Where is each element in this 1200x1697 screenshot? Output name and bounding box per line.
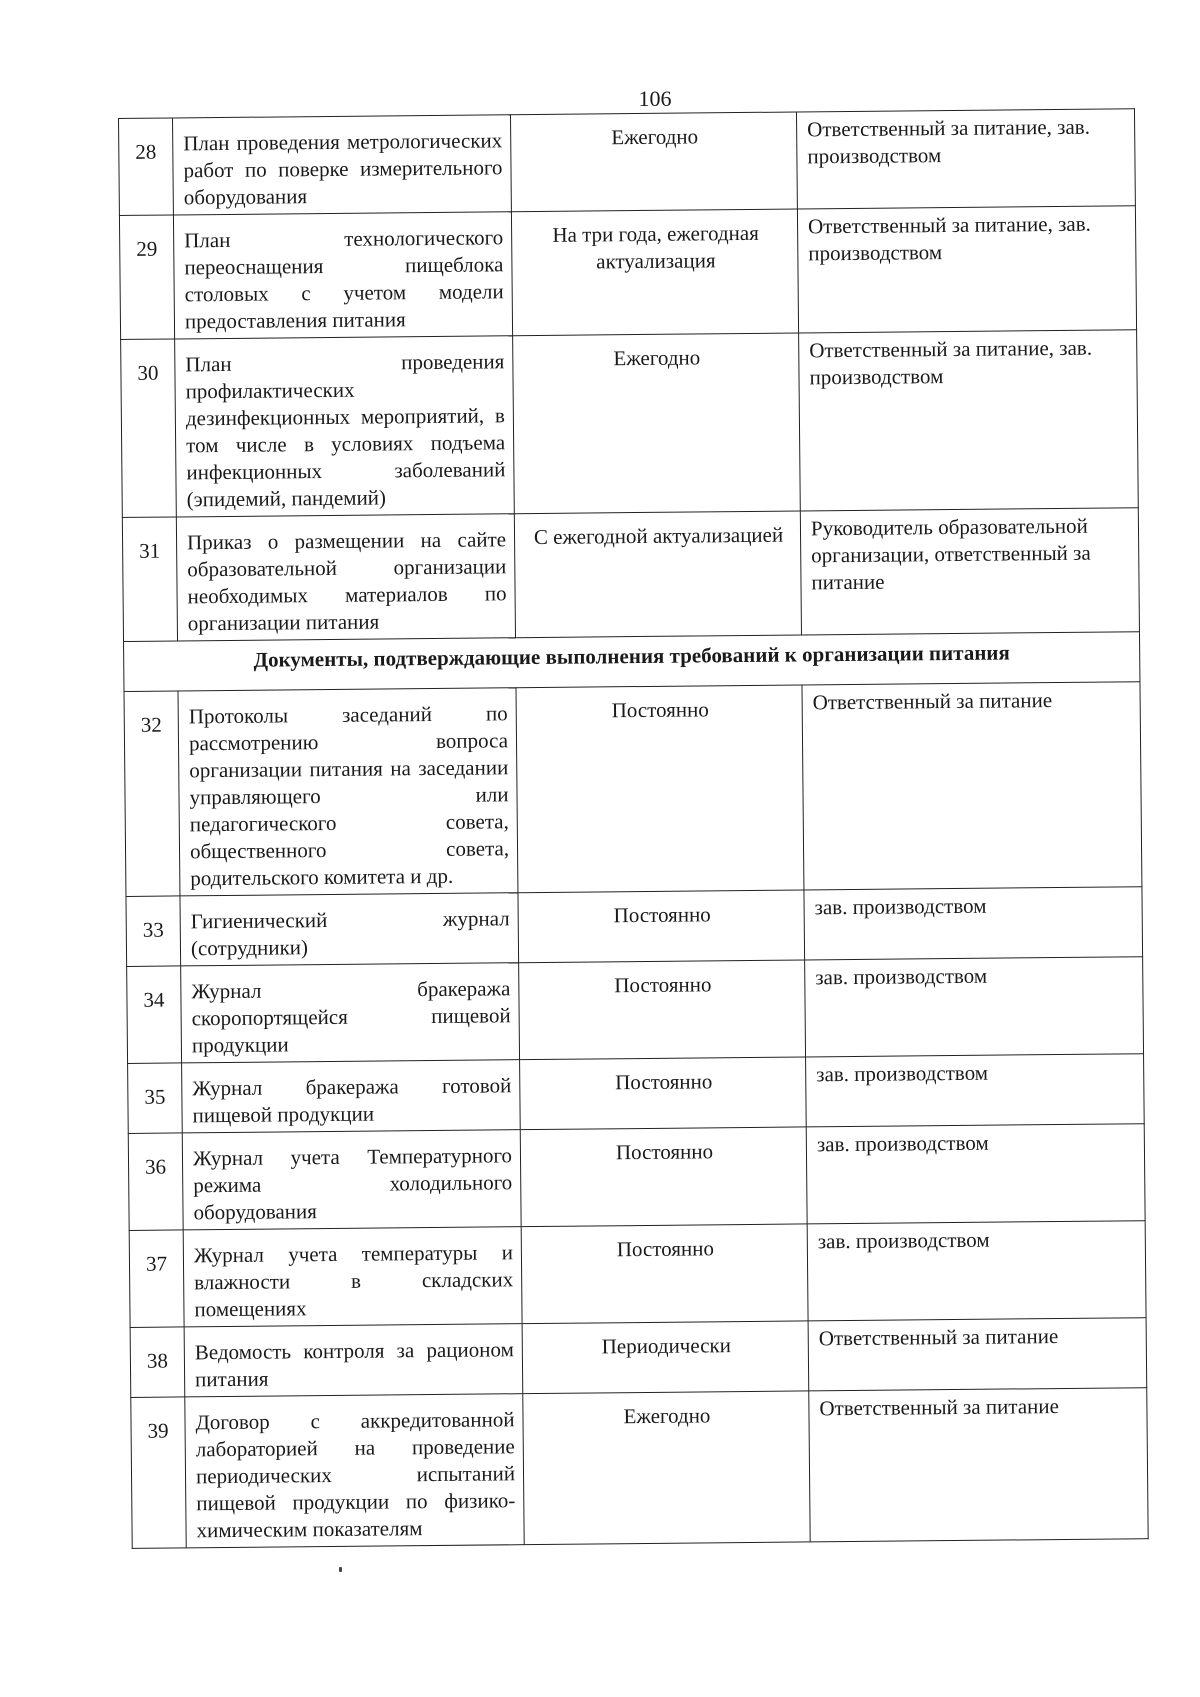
document-name: Журнал бракеража скоропортящейся пищевой продукции (181, 963, 520, 1063)
responsible: зав. производством (804, 887, 1143, 960)
responsible: Руководитель образовательной организации, ответственный за питание (800, 508, 1139, 635)
period: Периодически (522, 1321, 809, 1394)
document-name: Ведомость контроля за рационом питания (184, 1324, 523, 1397)
document-name: Журнал бракеража готовой пищевой продукции (182, 1060, 521, 1133)
row-number: 38 (130, 1327, 185, 1398)
document-name: Договор с аккредитованной лабораторией на проведение периодических испытаний пищевой продукции по физико-химическим показателям (185, 1394, 524, 1548)
period: Постоянно (518, 890, 805, 963)
table-row (126, 887, 1143, 967)
period: Ежегодно (523, 1391, 810, 1545)
document-name: План проведения метрологических работ по поверке измерительного оборудования (173, 115, 512, 215)
row-number: 28 (119, 118, 174, 216)
responsible: Ответственный за питание, зав. производством (797, 206, 1136, 333)
period: Ежегодно (510, 112, 797, 212)
row-number: 37 (129, 1230, 184, 1328)
responsible: зав. производством (806, 1054, 1145, 1127)
row-number: 34 (127, 966, 182, 1064)
responsible: зав. производством (807, 1221, 1146, 1321)
section-heading: Документы, подтверждающие выполнения требований к организации питания (124, 632, 1140, 692)
responsible: Ответственный за питание (809, 1388, 1148, 1542)
row-number: 33 (126, 896, 181, 967)
period: Постоянно (519, 960, 806, 1060)
document-name: Журнал учета Температурного режима холодильного оборудования (182, 1130, 521, 1230)
period: Постоянно (520, 1127, 807, 1227)
table-row (129, 1221, 1146, 1328)
table-row (128, 1054, 1145, 1134)
period: С ежегодной актуализацией (514, 511, 801, 638)
row-number: 39 (131, 1397, 186, 1549)
period: Ежегодно (513, 333, 801, 514)
document-name: Гигиенический журнал (сотрудники) (180, 893, 519, 966)
table-row (131, 1388, 1148, 1549)
table-row (122, 508, 1139, 642)
row-number: 29 (119, 215, 174, 340)
table-row (130, 1318, 1147, 1398)
row-number: 31 (122, 517, 177, 642)
responsible: Ответственный за питание (808, 1318, 1147, 1391)
row-number: 36 (128, 1133, 183, 1231)
table-row (128, 1124, 1145, 1231)
responsible: Ответственный за питание, зав. производством (796, 109, 1135, 209)
document-name: План технологического переоснащения пищеблока столовых с учетом модели предоставления питания (173, 212, 512, 339)
row-number: 32 (124, 691, 180, 897)
table-row (127, 957, 1144, 1064)
period: Постоянно (520, 1057, 807, 1130)
responsible: зав. производством (805, 957, 1144, 1057)
page-number: 106 (638, 86, 672, 111)
table-row (119, 109, 1136, 216)
document-name: Приказ о размещении на сайте образовательной организации необходимых материалов по организации питания (176, 514, 515, 641)
responsible: Ответственный за питание, зав. производством (799, 330, 1139, 511)
table-row (124, 682, 1142, 897)
scan-speck (339, 1567, 342, 1572)
period: Постоянно (516, 685, 804, 893)
row-number: 30 (121, 339, 177, 518)
document-name: Журнал учета температуры и влажности в складских помещениях (183, 1227, 522, 1327)
document-name: Протоколы заседаний по рассмотрению вопроса организации питания на заседании управляющего или педагогического совета, общественного совета, родительского комитета и др. (178, 688, 518, 896)
period: На три года, ежегодная актуализация (511, 209, 798, 336)
documents-table (118, 108, 1149, 1549)
responsible: Ответственный за питание (802, 682, 1142, 890)
document-name: План проведения профилактических дезинфекционных мероприятий, в том числе в условиях подъема инфекционных заболеваний (эпидемий, пандемий) (175, 336, 515, 517)
table-row (119, 206, 1136, 340)
period: Постоянно (521, 1224, 808, 1324)
responsible: зав. производством (806, 1124, 1145, 1224)
row-number: 35 (128, 1063, 183, 1134)
table-row (121, 330, 1139, 518)
